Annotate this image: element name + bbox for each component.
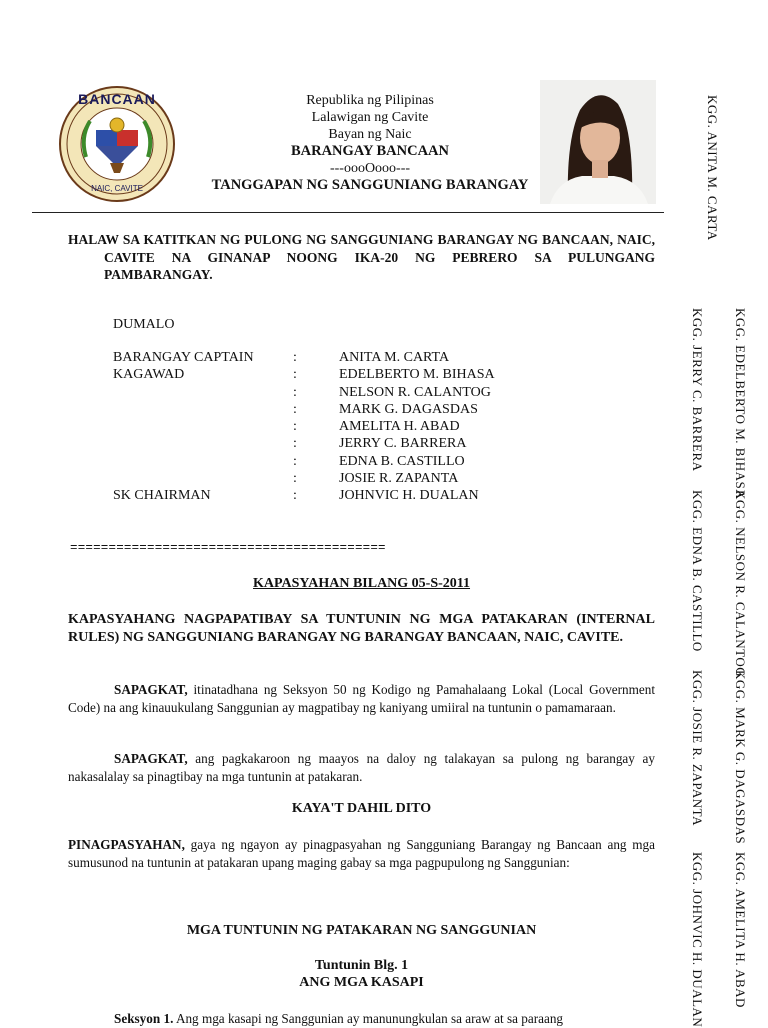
- whereas-paragraph-1: [68, 681, 655, 716]
- attendance-table: [113, 350, 495, 506]
- attendance-sep: :: [293, 436, 297, 452]
- seal-top-text: BANCAAN: [78, 91, 156, 107]
- attendance-sep: :: [293, 401, 297, 417]
- attendance-name: EDELBERTO M. BIHASA: [339, 367, 495, 383]
- whereas-text-1: itinatadhana ng Seksyon 50 ng Kodigo ng Pamahalaang Lokal (Local Government Code) na ang kinauukulang Sanggunian ay magpatibay ng kaniyang umiiral na tuntunin o pamamaraan.: [68, 682, 655, 715]
- side-name-barrera: KGG. JERRY C. BARRERA: [690, 308, 705, 472]
- attendance-role: SK CHAIRMAN: [113, 488, 211, 504]
- attendance-sep: :: [293, 367, 297, 383]
- header-divider: ---oooOooo---: [329, 161, 411, 176]
- resolution-number-text: KAPASYAHAN BILANG 05-S-2011: [252, 576, 471, 591]
- attendance-label: DUMALO: [113, 317, 175, 332]
- attendance-role: KAGAWAD: [113, 367, 185, 383]
- section-1-lead: Seksyon 1.: [114, 1011, 174, 1026]
- attendance-name: JERRY C. BARRERA: [339, 436, 467, 452]
- attendance-row: [113, 454, 495, 471]
- resolved-text: gaya ng ngayon ay pinagpasyahan ng Sangguniang Barangay ng Bancaan ang mga sumusunod na tuntunin at patakaran upang maging gabay sa mga pagpupulong ng Sanggunian:: [68, 837, 655, 870]
- side-name-calantog: KGG. NELSON R. CALANTOG: [733, 490, 748, 678]
- attendance-sep: :: [293, 453, 297, 469]
- barangay-seal: [58, 85, 176, 203]
- attendance-name: NELSON R. CALANTOG: [339, 384, 491, 400]
- whereas-text-2: ang pagkakaroon ng maayos na daloy ng talakayan sa pulong ng barangay ay nakasalalay sa pinagtibay na mga tuntunin at patakaran.: [68, 751, 655, 784]
- section-1-text: Ang mga kasapi ng Sanggunian ay manunungkulan sa araw at sa paraang: [173, 1011, 564, 1026]
- resolution-title: KAPASYAHANG NAGPAPATIBAY SA TUNTUNIN NG MGA PATAKARAN (INTERNAL RULES) NG SANGGUNIANG BARANGAY NG BARANGAY BANCAAN, NAIC, CAVITE.: [68, 612, 655, 645]
- side-name-abad: KGG. AMELITA H. ABAD: [733, 852, 748, 1008]
- attendance-name: AMELITA H. ABAD: [339, 419, 460, 435]
- header-rule: [32, 212, 664, 213]
- attendance-name: EDNA B. CASTILLO: [339, 453, 465, 469]
- side-name-carta: KGG. ANITA M. CARTA: [705, 95, 720, 241]
- header-barangay: BARANGAY BANCAAN: [290, 143, 450, 159]
- attendance-row: [113, 436, 495, 453]
- therefore-heading: KAYA'T DAHIL DITO: [291, 801, 432, 816]
- attendance-name: JOHNVIC H. DUALAN: [339, 488, 479, 504]
- resolution-number: [68, 576, 655, 592]
- attendance-row: [113, 471, 495, 488]
- captain-photo: [540, 80, 656, 204]
- attendance-name: MARK G. DAGASDAS: [339, 401, 478, 417]
- header-office: TANGGAPAN NG SANGGUNIANG BARANGAY: [211, 177, 529, 193]
- attendance-sep: :: [293, 384, 297, 400]
- attendance-role: [113, 402, 293, 419]
- side-name-zapanta: KGG. JOSIE R. ZAPANTA: [690, 670, 705, 826]
- rules-heading: MGA TUNTUNIN NG PATAKARAN NG SANGGUNIAN: [186, 923, 537, 938]
- attendance-row: [113, 350, 495, 367]
- attendance-sep: :: [293, 488, 297, 504]
- rule-title: ANG MGA KASAPI: [299, 975, 424, 990]
- header-republic: Republika ng Pilipinas: [306, 93, 434, 108]
- attendance-row: [113, 419, 495, 436]
- rule-number: Tuntunin Blg. 1: [314, 958, 409, 973]
- attendance-role: [113, 385, 293, 402]
- attendance-name: ANITA M. CARTA: [339, 350, 450, 365]
- whereas-lead-2: SAPAGKAT,: [114, 751, 188, 766]
- header-province: Lalawigan ng Cavite: [311, 110, 429, 125]
- attendance-role: [113, 436, 293, 453]
- attendance-sep: :: [293, 350, 297, 365]
- attendance-role: [113, 419, 293, 436]
- side-name-bihasa: KGG. EDELBERTO M. BIHASA: [733, 308, 748, 500]
- section-1-paragraph: [68, 1010, 655, 1028]
- side-name-dagasdas: KGG. MARK G. DAGASDAS: [733, 670, 748, 845]
- attendance-row: [113, 367, 495, 384]
- attendance-row: [113, 402, 495, 419]
- whereas-paragraph-2: [68, 750, 655, 785]
- side-name-castillo: KGG. EDNA B. CASTILLO: [690, 490, 705, 652]
- resolved-paragraph: [68, 836, 655, 871]
- minutes-excerpt-heading: HALAW SA KATITKAN NG PULONG NG SANGGUNIANG BARANGAY NG BANCAAN, NAIC, CAVITE NA GINANAP NOONG IKA-20 NG PEBRERO SA PULUNGANG PAMBARANGAY.: [68, 232, 655, 282]
- seal-bottom-text: NAIC, CAVITE: [91, 184, 143, 193]
- document-header: [180, 92, 560, 194]
- attendance-row: [113, 385, 495, 402]
- attendance-role: [113, 471, 293, 488]
- whereas-lead-1: SAPAGKAT,: [114, 682, 188, 697]
- attendance-role: BARANGAY CAPTAIN: [113, 350, 254, 365]
- attendance-name: JOSIE R. ZAPANTA: [339, 471, 459, 487]
- resolved-lead: PINAGPASYAHAN,: [68, 837, 185, 852]
- header-town: Bayan ng Naic: [328, 127, 412, 142]
- attendance-row: [113, 488, 495, 505]
- attendance-role: [113, 454, 293, 471]
- attendance-sep: :: [293, 471, 297, 487]
- attendance-sep: :: [293, 419, 297, 435]
- side-name-dualan: KGG. JOHNVIC H. DUALAN: [690, 852, 705, 1028]
- separator-line: =========================================: [70, 541, 386, 555]
